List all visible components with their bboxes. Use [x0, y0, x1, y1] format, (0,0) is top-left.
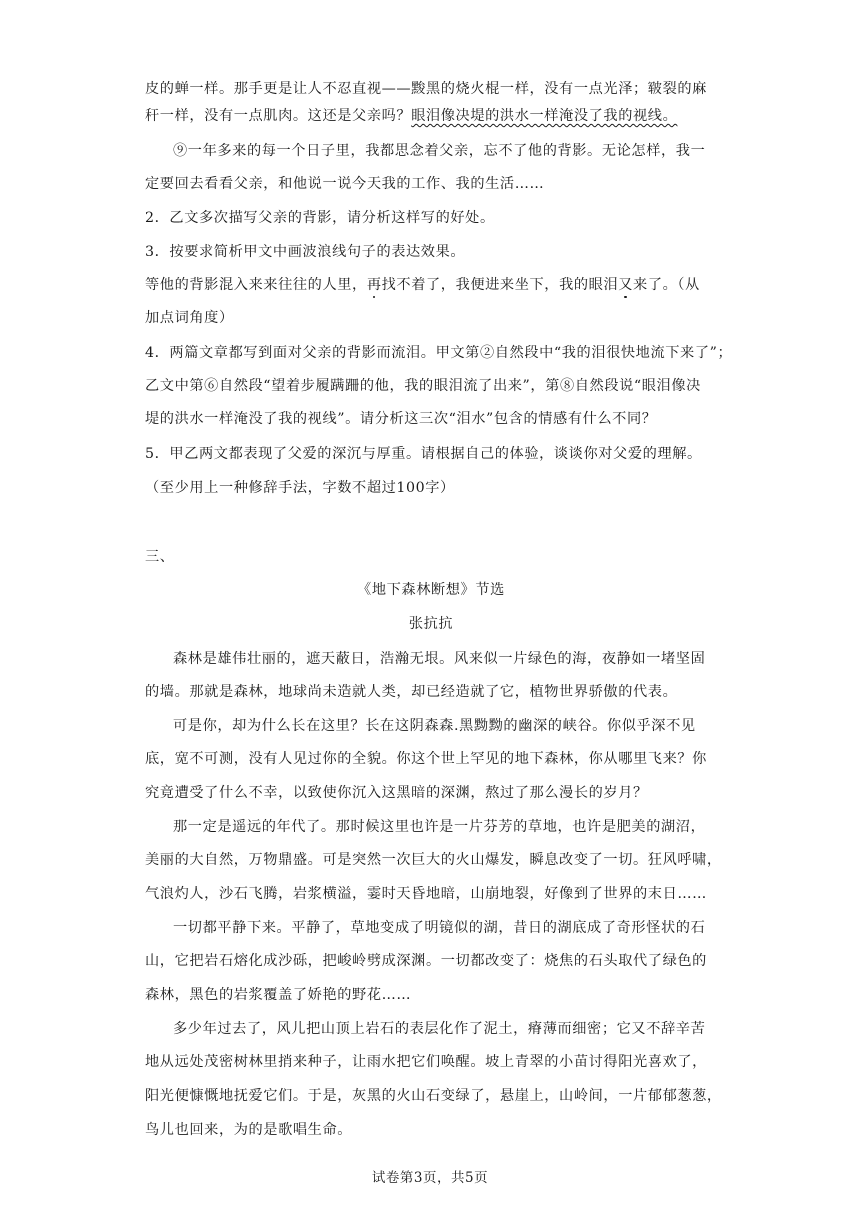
article-author: 张抗抗 — [408, 616, 454, 632]
passage-line: 秆一样，没有一点肌肉。这还是父亲吗？眼泪像决堤的洪水一样淹没了我的视线。 — [145, 108, 678, 124]
article-title: 《地下森林断想》节选 — [357, 582, 505, 598]
article-line: 鸟儿也回来，为的是歌唱生命。 — [145, 1122, 353, 1138]
article-line: 可是你，却为什么长在这里？长在这阴森森.黑黝黝的幽深的峡谷。你似乎深不见 — [173, 718, 696, 734]
article-line: 那一定是遥远的年代了。那时候这里也许是一片芬芳的草地，也许是肥美的湖沼， — [173, 819, 706, 835]
paragraph-9-line: 定要回去看看父亲，和他说一说今天我的工作、我的生活…… — [145, 176, 545, 192]
article-line: 阳光便慷慨地抚爱它们。于是，灰黑的火山石变绿了，悬崖上，山岭间，一片郁郁葱葱， — [145, 1088, 722, 1104]
dotted-word: 再 — [366, 277, 382, 293]
wavy-underlined-sentence: 眼泪像决堤的洪水一样淹没了我的视线。 — [411, 108, 678, 124]
section-heading: 三、 — [145, 549, 175, 565]
question-3-line: 加点词角度） — [145, 310, 234, 326]
article-line: 底，宽不可测，没有人见过你的全貌。你这个世上罕见的地下森林，你从哪里飞来？你 — [145, 751, 707, 767]
question-4-line: 4．两篇文章都写到面对父亲的背影而流泪。甲文第②自然段中“我的泪很快地流下来了”； — [145, 345, 733, 361]
article-line: 森林，黑色的岩浆覆盖了娇艳的野花…… — [145, 987, 412, 1003]
article-line: 的墙。那就是森林，地球尚未造就人类，却已经造就了它，植物世界骄傲的代表。 — [145, 684, 678, 700]
article-line: 美丽的大自然，万物鼎盛。可是突然一次巨大的火山爆发，瞬息改变了一切。狂风呼啸， — [145, 852, 722, 868]
question-4-line: 堤的洪水一样淹没了我的视线”。请分析这三次“泪水”包含的情感有什么不同？ — [145, 411, 657, 427]
article-line: 一切都平静下来。平静了，草地变成了明镜似的湖，昔日的湖底成了奇形怪状的石 — [173, 920, 706, 936]
article-line: 究竟遭受了什么不幸，以致使你沉入这黑暗的深渊，熬过了那么漫长的岁月？ — [145, 785, 648, 801]
question-5-line: 5．甲乙两文都表现了父爱的深沉与厚重。请根据自己的体验，谈谈你对父爱的理解。 — [145, 446, 702, 462]
page-footer: 试卷第3页，共5页 — [371, 1170, 489, 1186]
question-4-line: 乙文中第⑥自然段“望着步履蹒跚的他，我的眼泪流了出来”，第⑧自然段说“眼泪像决 — [145, 378, 701, 394]
question-5-line: （至少用上一种修辞手法，字数不超过100字） — [145, 480, 455, 496]
dotted-word: 又 — [618, 277, 634, 293]
article-line: 多少年过去了，风儿把山顶上岩石的表层化作了泥土，瘠薄而细密；它又不辞辛苦 — [173, 1021, 706, 1037]
passage-line: 皮的蝉一样。那手更是让人不忍直视——黢黑的烧火棍一样，没有一点光泽；皲裂的麻 — [145, 81, 707, 97]
article-line: 气浪灼人，沙石飞腾，岩浆横溢，霎时天昏地暗，山崩地裂，好像到了世界的末日…… — [145, 886, 707, 902]
paragraph-9-line: ⑨一年多来的每一个日子里，我都思念着父亲，忘不了他的背影。无论怎样，我一 — [173, 143, 706, 159]
question-3: 3．按要求简析甲文中画波浪线句子的表达效果。 — [145, 244, 466, 260]
question-3-sentence: 等他的背影混入来来往往的人里，再找不着了，我便进来坐下，我的眼泪又来了。（从 — [145, 277, 700, 293]
article-line: 森林是雄伟壮丽的，遮天蔽日，浩瀚无垠。风来似一片绿色的海，夜静如一堵坚固 — [173, 651, 706, 667]
article-line: 山，它把岩石熔化成沙砾，把峻岭劈成深渊。一切都改变了：烧焦的石头取代了绿色的 — [145, 953, 707, 969]
article-line: 地从远处茂密树林里捎来种子，让雨水把它们唤醒。坡上青翠的小苗讨得阳光喜欢了， — [145, 1054, 707, 1070]
question-2: 2．乙文多次描写父亲的背影，请分析这样写的好处。 — [145, 210, 495, 226]
